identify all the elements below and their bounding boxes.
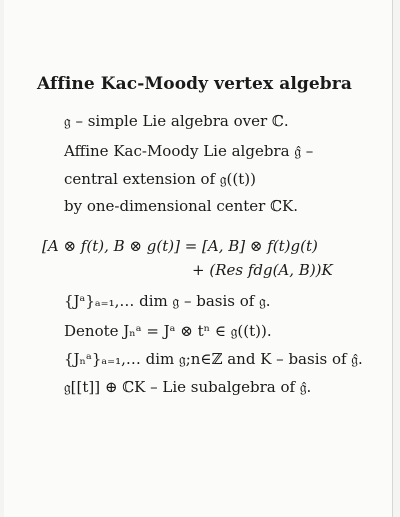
basis-line-2: Denote Jₙᵃ = Jᵃ ⊗ tⁿ ∈ 𝔤((t)). xyxy=(64,322,272,340)
definition-line-2: Affine Kac-Moody Lie algebra 𝔤̂ – xyxy=(64,142,314,160)
basis-line-4: 𝔤[[t]] ⊕ ℂK – Lie subalgebra of 𝔤̂. xyxy=(64,378,312,396)
bracket-formula-line-2: + (Res fdg(A, B))K xyxy=(192,261,333,279)
definition-line-3: central extension of 𝔤((t)) xyxy=(64,170,256,188)
definition-line-1: 𝔤 – simple Lie algebra over ℂ. xyxy=(64,112,289,130)
slide-title: Affine Kac-Moody vertex algebra xyxy=(37,74,352,94)
basis-line-3: {Jₙᵃ}ₐ₌₁,… dim 𝔤;n∈ℤ and K – basis of 𝔤̂. xyxy=(64,350,363,368)
bracket-formula-line-1: [A ⊗ f(t), B ⊗ g(t)] = [A, B] ⊗ f(t)g(t) xyxy=(42,237,318,255)
slide-page xyxy=(4,0,393,517)
definition-line-4: by one-dimensional center ℂK. xyxy=(64,197,299,215)
basis-line-1: {Jᵃ}ₐ₌₁,… dim 𝔤 – basis of 𝔤. xyxy=(64,292,271,310)
